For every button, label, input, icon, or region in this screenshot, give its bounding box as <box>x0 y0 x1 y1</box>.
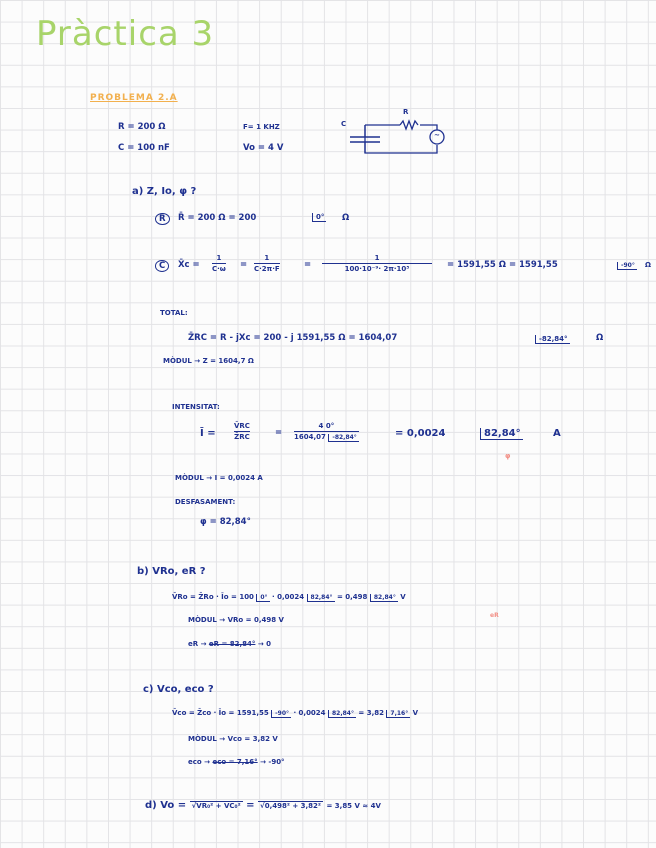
zrc-equation: Z̄RC = R - jXc = 200 - j 1591,55 Ω = 1604,07 <box>188 333 398 343</box>
i-fraction-1: V̄RC Z̄RC <box>234 422 250 441</box>
given-c: C = 100 nF <box>118 143 170 153</box>
circuit-source-symbol: ~ <box>434 131 440 139</box>
c-modul: MÒDUL → Vco = 3,82 V <box>188 735 278 743</box>
zrc-angle: -82,84° <box>535 335 570 344</box>
zrc-unit: Ω <box>596 333 604 343</box>
phase-value: φ = 82,84° <box>200 517 251 527</box>
xc-result: = 1591,55 Ω = 1591,55 <box>447 260 558 270</box>
i-modul: MÒDUL → I = 0,0024 A <box>175 474 263 482</box>
r-equation: R̄ = 200 Ω = 200 <box>178 213 257 223</box>
xc-lhs: X̄c = <box>178 260 200 270</box>
er-mark: eR <box>490 612 499 619</box>
xc-angle: -90° <box>617 262 637 270</box>
part-b-heading: b) VRo, eR ? <box>137 566 206 577</box>
problem-subtitle: PROBLEMA 2.A <box>90 93 178 103</box>
part-c-heading: c) Vco, eco ? <box>143 684 214 695</box>
r-angle: 0° <box>312 213 326 222</box>
i-fraction-2: 4 0° 1604,07 -82,84° <box>294 422 357 441</box>
xc-fraction-3: 1 100·10⁻⁹· 2π·10³ <box>322 254 432 273</box>
phase-label: DESFASAMENT: <box>175 498 236 506</box>
i-angle: 82,84° <box>480 428 523 440</box>
given-r: R = 200 Ω <box>118 122 166 132</box>
i-lhs: Ī = <box>200 428 216 439</box>
part-d: d) Vo = √VR₀² + VC₀² = √0,498² + 3,82² = 3,85 V ≈ 4V <box>145 800 381 811</box>
phi-mark: φ <box>505 452 511 460</box>
xc-unit: Ω <box>645 261 651 269</box>
r-unit: Ω <box>342 213 350 223</box>
c-mark: C <box>155 260 169 272</box>
xc-fraction-2: 1 C·2π·F <box>254 254 280 273</box>
b-eq: V̄Ro = Z̄Ro · Īo = 100 0° · 0,0024 82,84° = 0,498 82,84° V <box>172 593 406 601</box>
xc-fraction-1: 1 C·ω <box>212 254 226 273</box>
i-result: = 0,0024 <box>395 428 446 439</box>
circuit-c-label: C <box>341 120 347 128</box>
given-vo: Vo = 4 V <box>243 143 284 153</box>
page-title: Pràctica 3 <box>36 14 215 54</box>
xc-eq1: = <box>240 260 248 270</box>
r-mark: R <box>155 213 170 225</box>
b-er-line: eR → eR = 82,84° → 0 <box>188 640 272 648</box>
intensity-label: INTENSITAT: <box>172 403 220 411</box>
part-a-heading: a) Z, Io, φ ? <box>132 186 197 197</box>
total-label: TOTAL: <box>160 309 188 317</box>
xc-eq2: = <box>304 260 312 270</box>
c-eq: V̄co = Z̄co · Īo = 1591,55 -90° · 0,0024 82,84° = 3,82 7,16° V <box>172 709 419 717</box>
b-modul: MÒDUL → VRo = 0,498 V <box>188 616 284 624</box>
zrc-modul: MÒDUL → Z = 1604,7 Ω <box>163 357 254 365</box>
given-f: F= 1 KHZ <box>243 123 280 131</box>
c-eco-line: eco → eco = 7,16° → -90° <box>188 758 285 766</box>
circuit-r-label: R <box>403 108 409 116</box>
i-eq1: = <box>275 428 283 438</box>
i-unit: A <box>553 428 561 439</box>
